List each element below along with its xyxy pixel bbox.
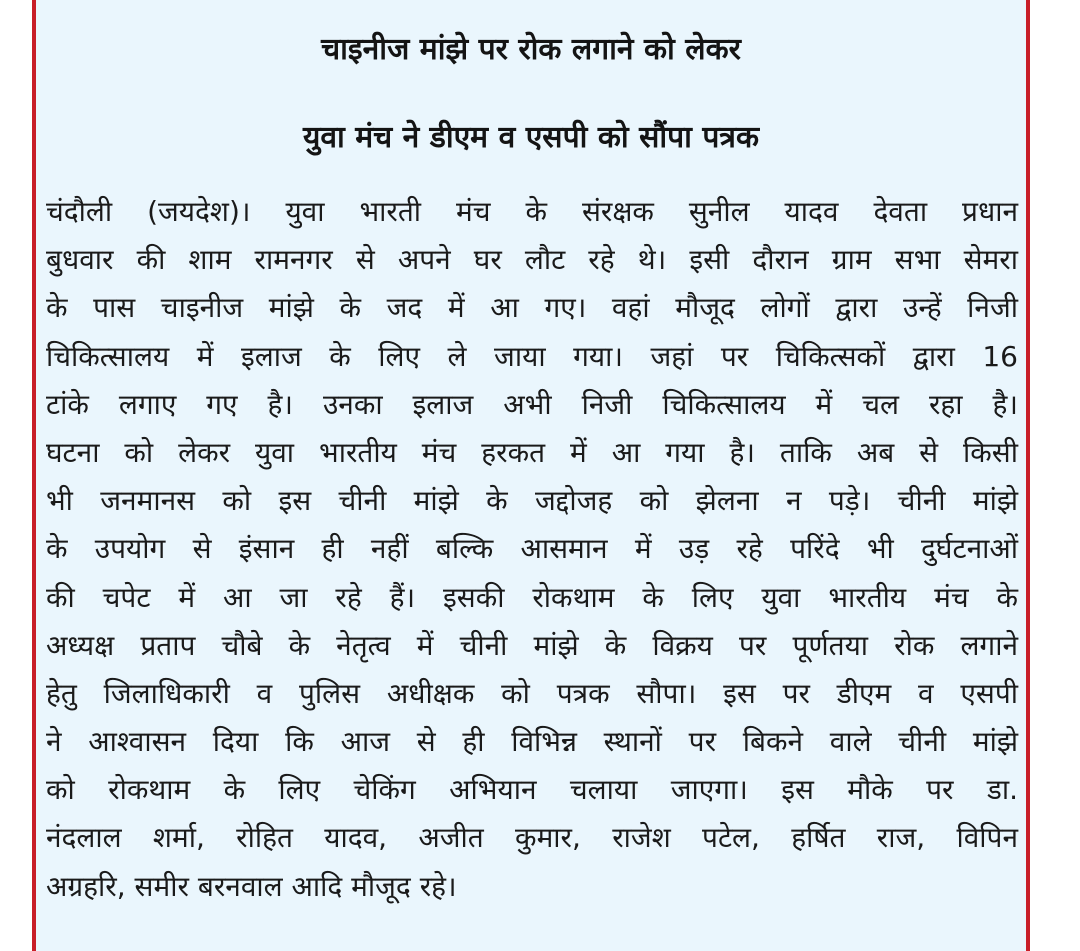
headline	[36, 6, 1026, 182]
body-line: घटना को लेकर युवा भारतीय मंच हरकत में आ गया है। ताकि अब से किसी	[46, 435, 1018, 469]
right-border-rule	[1026, 0, 1030, 951]
body-line: चिकित्सालय में इलाज के लिए ले जाया गया। जहां पर चिकित्सकों द्वारा 16	[46, 339, 1018, 373]
body-line: के पास चाइनीज मांझे के जद में आ गए। वहां मौजूद लोगों द्वारा उन्हें निजी	[46, 291, 1018, 325]
headline-line-2: युवा मंच ने डीएम व एसपी को सौंपा पत्रक	[302, 120, 760, 155]
body-line: बुधवार की शाम रामनगर से अपने घर लौट रहे थे। इसी दौरान ग्राम सभा सेमरा	[46, 243, 1018, 277]
article-body	[46, 188, 1018, 911]
body-line: अध्यक्ष प्रताप चौबे के नेतृत्व में चीनी मांझे के विक्रय पर पूर्णतया रोक लगाने	[46, 628, 1018, 662]
body-line: के उपयोग से इंसान ही नहीं बल्कि आसमान में उड़ रहे परिंदे भी दुर्घटनाओं	[46, 532, 1018, 566]
body-line: नंदलाल शर्मा, रोहित यादव, अजीत कुमार, राजेश पटेल, हर्षित राज, विपिन	[46, 821, 1018, 855]
body-line: अग्रहरि, समीर बरनवाल आदि मौजूद रहे।	[46, 869, 457, 903]
body-line: हेतु जिलाधिकारी व पुलिस अधीक्षक को पत्रक सौपा। इस पर डीएम व एसपी	[46, 676, 1018, 710]
body-line: ने आश्वासन दिया कि आज से ही विभिन्न स्थानों पर बिकने वाले चीनी मांझे	[46, 725, 1018, 759]
article-box	[36, 0, 1026, 951]
body-line: चंदौली (जयदेश)। युवा भारती मंच के संरक्षक सुनील यादव देवता प्रधान	[46, 195, 1018, 228]
body-line: की चपेट में आ जा रहे हैं। इसकी रोकथाम के लिए युवा भारतीय मंच के	[46, 580, 1018, 614]
body-line: टांके लगाए गए है। उनका इलाज अभी निजी चिकित्सालय में चल रहा है।	[46, 387, 1018, 421]
body-line: भी जनमानस को इस चीनी मांझे के जद्दोजह को झेलना न पड़े। चीनी मांझे	[46, 484, 1018, 518]
headline-line-1: चाइनीज मांझे पर रोक लगाने को लेकर	[321, 32, 741, 67]
body-line: को रोकथाम के लिए चेकिंग अभियान चलाया जाएगा। इस मौके पर डा.	[46, 773, 1018, 807]
